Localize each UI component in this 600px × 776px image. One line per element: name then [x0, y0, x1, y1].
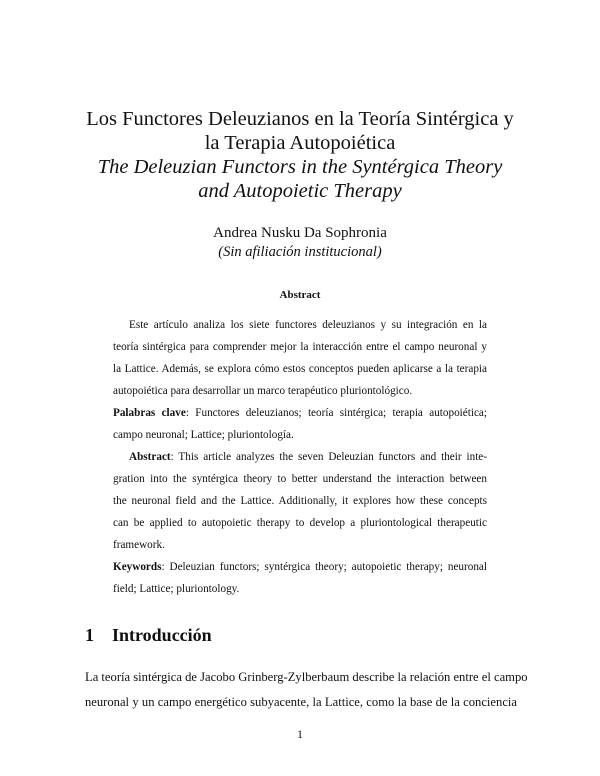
keywords-spanish [113, 402, 487, 446]
body-paragraph [85, 665, 528, 715]
abstract-english-line: framework. [113, 539, 165, 551]
abstract-spanish-line: teoría sintérgica para comprender mejor la interacción entre el campo neuronal y [113, 341, 487, 353]
abstract-english-line: gration into the syntérgica theory to better understand the interaction between [113, 473, 487, 485]
keywords-spanish-line [113, 402, 487, 424]
abstract-english-line [113, 446, 487, 468]
abstract-english-line: can be applied to autopoietic therapy to develop a pluriontological therapeutic [113, 517, 487, 529]
paper-title [0, 107, 600, 203]
abstract-heading: Abstract [279, 289, 321, 301]
keywords-spanish-text: : Functores deleuzianos; teoría sintérgica; terapia autopoiética; [185, 407, 488, 419]
keywords-spanish-line: campo neuronal; Lattice; pluriontología. [113, 429, 294, 441]
title-spanish-line-1: Los Functores Deleuzianos en la Teoría Sintérgica y [86, 108, 514, 130]
section-heading [85, 623, 212, 647]
keywords-spanish-label: Palabras clave [113, 407, 186, 419]
keywords-english-text: : Deleuzian functors; syntérgica theory; autopoietic therapy; neuronal [161, 561, 487, 573]
abstract-spanish-line: la Lattice. Además, se explora cómo estos conceptos pueden aplicarse a la terapia [113, 363, 487, 375]
page-number: 1 [297, 727, 303, 741]
keywords-english-line [113, 556, 487, 578]
abstract-spanish [113, 314, 487, 402]
body-line: La teoría sintérgica de Jacobo Grinberg-Zylberbaum describe la relación entre el campo [85, 670, 528, 684]
section-title: Introducción [112, 625, 212, 645]
abstract-english-line: the neuronal field and the Lattice. Additionally, it explores how these concepts [113, 495, 487, 507]
abstract-spanish-line: Este artículo analiza los siete functores deleuzianos y su integración en la [129, 319, 487, 331]
abstract-english-label: Abstract [129, 451, 171, 463]
author-name: Andrea Nusku Da Sophronia [213, 225, 387, 241]
abstract-spanish-line: autopoiética para desarrollar un marco terapéutico pluriontológico. [113, 385, 413, 397]
author-affiliation: (Sin afiliación institucional) [218, 244, 382, 260]
title-spanish-line-2: la Terapia Autopoiética [204, 132, 396, 154]
keywords-english [113, 556, 487, 600]
abstract-english-text: : This article analyzes the seven Deleuzian functors and their inte- [170, 451, 487, 463]
title-english-line-1: The Deleuzian Functors in the Syntérgica Theory [97, 156, 503, 178]
body-line: neuronal y un campo energético subyacente, la Lattice, como la base de la conciencia [85, 695, 517, 709]
keywords-english-line: field; Lattice; pluriontology. [113, 583, 240, 595]
title-english-line-2: and Autopoietic Therapy [198, 180, 402, 202]
abstract-english [113, 446, 487, 556]
section-number: 1 [85, 625, 94, 645]
keywords-english-label: Keywords [113, 561, 162, 573]
